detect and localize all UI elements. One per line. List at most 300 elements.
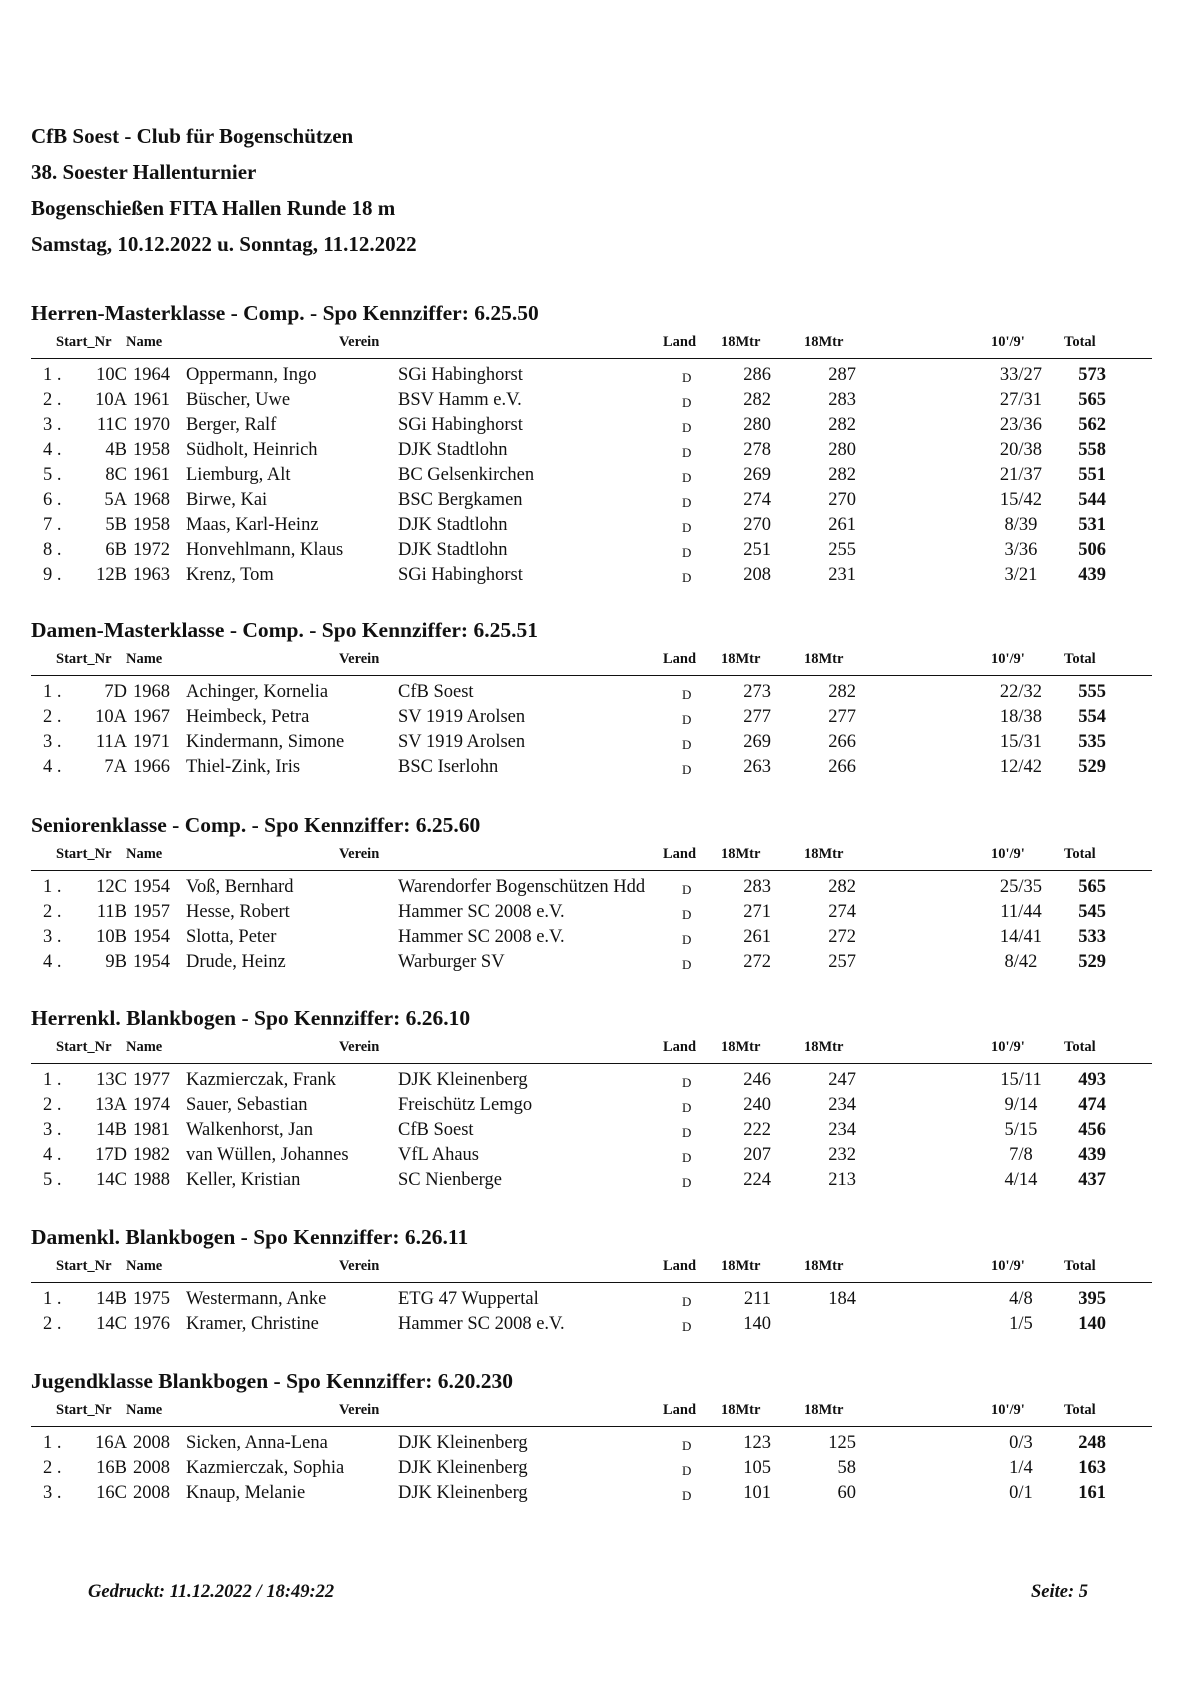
cell-verein: DJK Kleinenberg [398,1070,528,1090]
cell-name: Drude, Heinz [186,952,286,972]
cell-verein: SGi Habinghorst [398,565,523,585]
cell-land: D [682,1100,692,1115]
cell-start: 10A [95,390,127,410]
cell-verein: BSC Bergkamen [398,490,523,510]
cell-verein: ETG 47 Wuppertal [398,1289,539,1309]
cell-total: 437 [1078,1170,1106,1190]
table-row [31,1431,1152,1456]
cell-land: D [682,1294,692,1309]
cell-name: Südholt, Heinrich [186,440,318,460]
cell-rank: 2 . [43,390,62,410]
cell-total: 456 [1078,1120,1106,1140]
table-row [31,563,1152,588]
column-header-total: Total [1064,1258,1096,1274]
cell-total: 395 [1078,1289,1106,1309]
cell-year: 1961 [133,465,170,485]
table-row [31,1143,1152,1168]
cell-r1: 278 [743,440,771,460]
cell-land: D [682,1463,692,1478]
cell-verein: DJK Stadtlohn [398,540,508,560]
cell-r2: 272 [828,927,856,947]
cell-start: 16C [96,1483,127,1503]
cell-rank: 4 . [43,1145,62,1165]
cell-r1: 277 [743,707,771,727]
cell-start: 11A [95,732,127,752]
cell-total: 474 [1078,1095,1106,1115]
table-row [31,1456,1152,1481]
cell-land: D [682,470,692,485]
column-header-name: Name [126,1402,163,1418]
cell-r2: 247 [828,1070,856,1090]
cell-total: 573 [1078,365,1106,385]
cell-name: Thiel-Zink, Iris [186,757,301,777]
column-header-r2: 18Mtr [804,1402,844,1418]
cell-land: D [682,1075,692,1090]
column-header-r1: 18Mtr [721,334,761,350]
cell-year: 1968 [133,490,170,510]
result-section [31,810,1152,975]
cell-r2: 60 [837,1483,856,1503]
column-header-land: Land [663,651,697,667]
table-row [31,363,1152,388]
column-header-r1: 18Mtr [721,651,761,667]
cell-name: Birwe, Kai [186,490,268,510]
column-header-r1: 18Mtr [721,1039,761,1055]
cell-verein: SGi Habinghorst [398,415,523,435]
cell-verein: SC Nienberge [398,1170,502,1190]
cell-rank: 4 . [43,440,62,460]
document-header [31,118,417,262]
cell-name: Berger, Ralf [186,415,277,435]
cell-r2: 266 [828,757,856,777]
discipline: Bogenschießen FITA Hallen Runde 18 m [31,196,396,220]
cell-rank: 2 . [43,1458,62,1478]
cell-tens: 23/36 [999,415,1043,435]
column-header-total: Total [1064,1402,1096,1418]
cell-rank: 6 . [43,490,62,510]
cell-verein: CfB Soest [398,1120,474,1140]
column-header-verein: Verein [339,846,380,862]
cell-total: 248 [1078,1433,1106,1453]
cell-r1: 140 [743,1314,771,1334]
cell-r1: 207 [743,1145,771,1165]
cell-land: D [682,907,692,922]
cell-total: 554 [1078,707,1106,727]
cell-year: 1958 [133,440,170,460]
cell-r1: 286 [743,365,771,385]
cell-name: Achinger, Kornelia [186,682,329,702]
table-row [31,1168,1152,1193]
cell-land: D [682,687,692,702]
cell-total: 565 [1078,877,1106,897]
cell-r1: 283 [743,877,771,897]
cell-r1: 261 [743,927,771,947]
cell-r2: 274 [828,902,856,922]
cell-verein: Warendorfer Bogenschützen Hdd [398,877,646,897]
table-row [31,1093,1152,1118]
cell-year: 1958 [133,515,170,535]
cell-rank: 3 . [43,927,62,947]
cell-r2: 280 [828,440,856,460]
cell-land: D [682,370,692,385]
cell-land: D [682,957,692,972]
cell-land: D [682,1125,692,1140]
cell-name: Sauer, Sebastian [186,1095,308,1115]
cell-rank: 4 . [43,757,62,777]
column-header-tens: 10'/9' [991,1402,1025,1418]
cell-name: Kramer, Christine [186,1314,319,1334]
column-header-name: Name [126,846,163,862]
column-header-start-nr: Start_Nr [56,334,112,350]
cell-tens: 5/15 [1004,1120,1038,1140]
cell-start: 13C [96,1070,127,1090]
cell-total: 562 [1078,415,1106,435]
column-header-name: Name [126,1039,163,1055]
cell-year: 1964 [133,365,170,385]
column-header-name: Name [126,651,163,667]
cell-start: 5A [104,490,127,510]
tournament-name: 38. Soester Hallenturnier [31,160,257,184]
column-header-row [31,328,1152,359]
table-row [31,1068,1152,1093]
cell-verein: DJK Stadtlohn [398,440,508,460]
table-row [31,1118,1152,1143]
result-section [31,1003,1152,1193]
cell-tens: 15/42 [999,490,1043,510]
cell-name: Kazmierczak, Sophia [186,1458,345,1478]
cell-year: 1968 [133,682,170,702]
cell-land: D [682,1319,692,1334]
section-title: Herrenkl. Blankbogen - Spo Kennziffer: 6.26.10 [31,1006,471,1030]
column-header-verein: Verein [339,334,380,350]
cell-r2: 231 [828,565,856,585]
cell-r1: 208 [743,565,771,585]
cell-start: 10C [96,365,127,385]
cell-verein: Freischütz Lemgo [398,1095,533,1115]
cell-name: Heimbeck, Petra [186,707,310,727]
cell-tens: 12/42 [999,757,1043,777]
cell-name: Keller, Kristian [186,1170,301,1190]
cell-name: Kazmierczak, Frank [186,1070,336,1090]
result-section [31,1222,1152,1337]
column-header-total: Total [1064,1039,1096,1055]
cell-verein: SGi Habinghorst [398,365,523,385]
cell-r2: 266 [828,732,856,752]
table-row [31,875,1152,900]
cell-r2: 125 [828,1433,856,1453]
table-row [31,513,1152,538]
cell-r1: 105 [743,1458,771,1478]
table-row [31,680,1152,705]
column-header-r1: 18Mtr [721,1402,761,1418]
table-row [31,1481,1152,1506]
cell-start: 14C [96,1314,127,1334]
cell-r1: 246 [743,1070,771,1090]
column-header-start-nr: Start_Nr [56,651,112,667]
cell-rank: 2 . [43,1095,62,1115]
cell-land: D [682,882,692,897]
cell-land: D [682,1438,692,1453]
table-row [31,730,1152,755]
cell-verein: Hammer SC 2008 e.V. [398,1314,565,1334]
column-header-r2: 18Mtr [804,846,844,862]
cell-tens: 3/21 [1004,565,1038,585]
cell-total: 533 [1078,927,1106,947]
cell-tens: 20/38 [999,440,1043,460]
cell-rank: 5 . [43,465,62,485]
club-name: CfB Soest - Club für Bogenschützen [31,124,354,148]
cell-r2: 257 [828,952,856,972]
cell-rank: 4 . [43,952,62,972]
cell-tens: 15/31 [999,732,1043,752]
cell-total: 529 [1078,952,1106,972]
cell-rank: 5 . [43,1170,62,1190]
cell-r1: 222 [743,1120,771,1140]
cell-start: 7D [104,682,127,702]
cell-start: 10B [96,927,127,947]
cell-total: 140 [1078,1314,1106,1334]
cell-tens: 4/14 [1004,1170,1038,1190]
cell-r2: 255 [828,540,856,560]
cell-r2: 282 [828,877,856,897]
cell-total: 544 [1078,490,1106,510]
cell-start: 11C [96,415,127,435]
cell-tens: 4/8 [1009,1289,1033,1309]
cell-name: Büscher, Uwe [186,390,291,410]
cell-tens: 1/4 [1009,1458,1033,1478]
cell-tens: 7/8 [1009,1145,1033,1165]
cell-verein: DJK Kleinenberg [398,1433,528,1453]
cell-land: D [682,737,692,752]
cell-r2: 270 [828,490,856,510]
cell-start: 17D [95,1145,127,1165]
cell-r1: 282 [743,390,771,410]
cell-land: D [682,570,692,585]
cell-r2: 287 [828,365,856,385]
table-row [31,1312,1152,1337]
cell-name: Liemburg, Alt [186,465,291,485]
column-header-r1: 18Mtr [721,1258,761,1274]
cell-start: 16A [95,1433,127,1453]
cell-rank: 3 . [43,1483,62,1503]
cell-r1: 280 [743,415,771,435]
cell-total: 555 [1078,682,1106,702]
cell-total: 161 [1078,1483,1106,1503]
cell-year: 1954 [133,877,170,897]
column-header-verein: Verein [339,651,380,667]
cell-tens: 18/38 [999,707,1043,727]
cell-land: D [682,1175,692,1190]
cell-year: 1976 [133,1314,170,1334]
cell-tens: 27/31 [999,390,1043,410]
column-header-land: Land [663,1258,697,1274]
result-section [31,298,1152,588]
column-header-land: Land [663,334,697,350]
table-row [31,538,1152,563]
column-header-total: Total [1064,651,1096,667]
cell-year: 1982 [133,1145,170,1165]
cell-year: 1957 [133,902,170,922]
table-row [31,1287,1152,1312]
cell-tens: 14/41 [999,927,1043,947]
section-title: Herren-Masterklasse - Comp. - Spo Kennziffer: 6.25.50 [31,301,539,325]
cell-land: D [682,395,692,410]
cell-total: 493 [1078,1070,1106,1090]
column-header-r2: 18Mtr [804,651,844,667]
cell-verein: BC Gelsenkirchen [398,465,535,485]
column-header-verein: Verein [339,1039,380,1055]
cell-tens: 22/32 [999,682,1043,702]
cell-name: Honvehlmann, Klaus [186,540,344,560]
table-row [31,388,1152,413]
cell-year: 1963 [133,565,170,585]
column-header-land: Land [663,1402,697,1418]
column-header-verein: Verein [339,1258,380,1274]
column-header-r2: 18Mtr [804,1039,844,1055]
section-title: Damen-Masterklasse - Comp. - Spo Kennziffer: 6.25.51 [31,618,538,642]
cell-land: D [682,495,692,510]
cell-r2: 234 [828,1120,856,1140]
cell-name: van Wüllen, Johannes [186,1145,349,1165]
table-row [31,950,1152,975]
cell-start: 6B [105,540,127,560]
cell-start: 14B [96,1289,127,1309]
cell-r1: 224 [743,1170,771,1190]
column-header-tens: 10'/9' [991,846,1025,862]
cell-verein: DJK Kleinenberg [398,1483,528,1503]
cell-tens: 3/36 [1004,540,1038,560]
column-header-land: Land [663,846,697,862]
cell-r2: 277 [828,707,856,727]
cell-total: 506 [1078,540,1106,560]
cell-start: 14C [96,1170,127,1190]
cell-r2: 232 [828,1145,856,1165]
cell-year: 1954 [133,927,170,947]
cell-tens: 15/11 [1000,1070,1042,1090]
cell-name: Knaup, Melanie [186,1483,306,1503]
cell-tens: 25/35 [999,877,1043,897]
table-row [31,705,1152,730]
section-title: Jugendklasse Blankbogen - Spo Kennziffer: 6.20.230 [31,1369,514,1393]
column-header-start-nr: Start_Nr [56,1402,112,1418]
cell-total: 163 [1078,1458,1106,1478]
cell-name: Slotta, Peter [186,927,277,947]
cell-r1: 123 [743,1433,771,1453]
cell-year: 1975 [133,1289,170,1309]
cell-tens: 8/42 [1004,952,1038,972]
cell-start: 11B [96,902,127,922]
cell-r2: 213 [828,1170,856,1190]
cell-year: 1966 [133,757,170,777]
cell-year: 2008 [133,1483,170,1503]
column-header-row [31,1033,1152,1064]
cell-verein: Hammer SC 2008 e.V. [398,927,565,947]
cell-year: 2008 [133,1458,170,1478]
column-header-tens: 10'/9' [991,1258,1025,1274]
cell-verein: Warburger SV [398,952,505,972]
cell-land: D [682,520,692,535]
cell-r1: 274 [743,490,771,510]
cell-year: 1972 [133,540,170,560]
cell-name: Maas, Karl-Heinz [186,515,319,535]
cell-total: 531 [1078,515,1106,535]
cell-name: Walkenhorst, Jan [186,1120,313,1140]
cell-year: 1977 [133,1070,170,1090]
cell-r1: 273 [743,682,771,702]
cell-total: 565 [1078,390,1106,410]
cell-tens: 21/37 [999,465,1043,485]
table-row [31,900,1152,925]
cell-name: Sicken, Anna-Lena [186,1433,328,1453]
column-header-tens: 10'/9' [991,1039,1025,1055]
column-header-r2: 18Mtr [804,1258,844,1274]
cell-rank: 1 . [43,1070,62,1090]
cell-year: 1971 [133,732,170,752]
cell-r2: 58 [837,1458,856,1478]
cell-rank: 1 . [43,1289,62,1309]
column-header-total: Total [1064,334,1096,350]
column-header-row [31,1252,1152,1283]
cell-verein: CfB Soest [398,682,474,702]
cell-tens: 33/27 [999,365,1043,385]
cell-tens: 8/39 [1004,515,1038,535]
cell-tens: 1/5 [1009,1314,1033,1334]
cell-r2: 283 [828,390,856,410]
cell-r2: 234 [828,1095,856,1115]
cell-r1: 272 [743,952,771,972]
cell-rank: 8 . [43,540,62,560]
cell-rank: 2 . [43,1314,62,1334]
cell-name: Kindermann, Simone [186,732,345,752]
cell-name: Voß, Bernhard [186,877,294,897]
cell-name: Westermann, Anke [186,1289,327,1309]
column-header-name: Name [126,334,163,350]
cell-rank: 3 . [43,415,62,435]
cell-r2: 282 [828,682,856,702]
column-header-name: Name [126,1258,163,1274]
cell-rank: 7 . [43,515,62,535]
cell-total: 558 [1078,440,1106,460]
cell-start: 14B [96,1120,127,1140]
printed-timestamp: Gedruckt: 11.12.2022 / 18:49:22 [88,1582,335,1602]
cell-verein: Hammer SC 2008 e.V. [398,902,565,922]
cell-year: 1988 [133,1170,170,1190]
cell-land: D [682,712,692,727]
cell-tens: 0/3 [1009,1433,1033,1453]
cell-verein: VfL Ahaus [398,1145,480,1165]
cell-total: 439 [1078,1145,1106,1165]
cell-start: 12B [96,565,127,585]
cell-rank: 1 . [43,682,62,702]
cell-rank: 2 . [43,902,62,922]
cell-r1: 251 [743,540,771,560]
cell-land: D [682,932,692,947]
cell-r1: 270 [743,515,771,535]
cell-verein: DJK Stadtlohn [398,515,508,535]
column-header-tens: 10'/9' [991,334,1025,350]
cell-r1: 269 [743,732,771,752]
result-section [31,1366,1152,1506]
table-row [31,413,1152,438]
column-header-row [31,1396,1152,1427]
table-row [31,755,1152,780]
cell-year: 1967 [133,707,170,727]
cell-tens: 0/1 [1009,1483,1033,1503]
cell-verein: SV 1919 Arolsen [398,707,526,727]
cell-r1: 101 [743,1483,771,1503]
table-row [31,925,1152,950]
cell-r2: 282 [828,415,856,435]
